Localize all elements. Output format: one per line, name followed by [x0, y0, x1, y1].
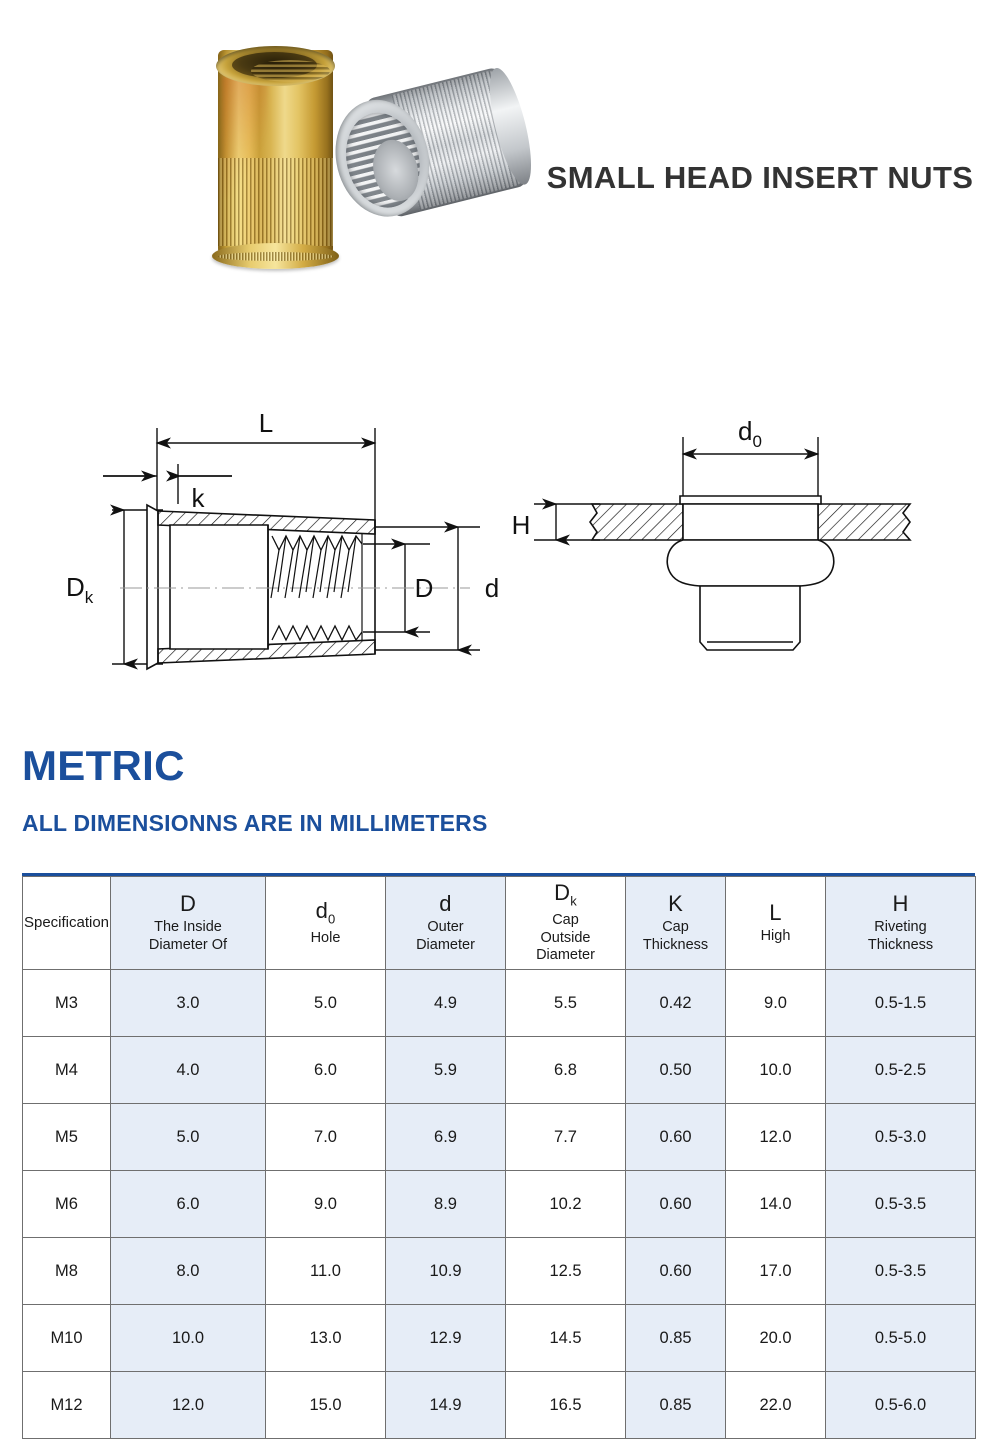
dimensions-table	[22, 876, 976, 1439]
cell-L: 14.0	[726, 1171, 826, 1238]
cell-L: 10.0	[726, 1037, 826, 1104]
col-header-inside-diameter	[111, 877, 266, 970]
rivet-nut-stainless-image	[323, 65, 532, 228]
silver-nut-through-hole	[367, 135, 425, 206]
cell-Dk: 12.5	[506, 1238, 626, 1305]
drawings-svg	[0, 392, 1000, 702]
cell-D: 12.0	[111, 1372, 266, 1439]
col-symbol-L: L	[769, 899, 782, 925]
technical-drawings	[0, 392, 1000, 702]
hero-section	[0, 0, 1000, 300]
cell-d: 6.9	[386, 1104, 506, 1171]
col-desc-D-line2: Diameter Of	[148, 936, 228, 953]
dim-label-D: D	[414, 573, 434, 603]
cell-L: 12.0	[726, 1104, 826, 1171]
cell-d0: 13.0	[266, 1305, 386, 1372]
col-desc-D-line1: The Inside	[154, 918, 222, 935]
cell-K: 0.60	[626, 1104, 726, 1171]
table-body	[23, 970, 976, 1439]
cell-D: 4.0	[111, 1037, 266, 1104]
cell-K: 0.85	[626, 1372, 726, 1439]
col-header-outer-diameter	[386, 877, 506, 970]
dim-label-Dk: $D_k$	[66, 572, 94, 607]
cell-d0: 6.0	[266, 1037, 386, 1104]
col-header-high	[726, 877, 826, 970]
cell-spec: M5	[23, 1104, 111, 1171]
col-header-specification	[23, 877, 111, 970]
cell-spec: M6	[23, 1171, 111, 1238]
col-desc-H-line1: Riveting	[874, 918, 927, 935]
cell-d0: 9.0	[266, 1171, 386, 1238]
gold-nut-bore	[232, 52, 317, 78]
col-desc-d-line2: Diameter	[416, 936, 475, 953]
dim-label-k: k	[191, 483, 205, 513]
dim-label-L: L	[258, 408, 274, 438]
cell-d: 4.9	[386, 970, 506, 1037]
cell-K: 0.85	[626, 1305, 726, 1372]
dim-label-H: H	[511, 510, 531, 540]
gold-nut-internal-thread	[251, 60, 330, 82]
col-header-hole	[266, 877, 386, 970]
col-desc-Dk-line3: Diameter	[536, 947, 595, 964]
col-symbol-d: d	[439, 890, 452, 916]
col-symbol-D: D	[179, 890, 197, 916]
cell-d0: 11.0	[266, 1238, 386, 1305]
cell-spec: M10	[23, 1305, 111, 1372]
table-header	[23, 877, 976, 970]
gold-nut-flange	[212, 243, 339, 269]
page-title: SMALL HEAD INSERT NUTS	[546, 160, 974, 195]
cell-d: 5.9	[386, 1037, 506, 1104]
cell-H: 0.5-3.5	[826, 1171, 976, 1238]
product-photo	[175, 22, 535, 287]
table-row	[23, 1238, 976, 1305]
rivet-nut-gold-image	[218, 50, 333, 262]
cell-d: 8.9	[386, 1171, 506, 1238]
cell-D: 8.0	[111, 1238, 266, 1305]
cell-L: 9.0	[726, 970, 826, 1037]
dim-label-d0: $d_0$	[738, 416, 762, 451]
cell-Dk: 16.5	[506, 1372, 626, 1439]
col-header-cap-thickness	[626, 877, 726, 970]
col-symbol-H: H	[892, 890, 909, 916]
cell-Dk: 6.8	[506, 1037, 626, 1104]
cell-Dk: 14.5	[506, 1305, 626, 1372]
table-row	[23, 1171, 976, 1238]
spec-table-container	[22, 873, 975, 1439]
table-row	[23, 970, 976, 1037]
col-header-specification-label: Specification	[23, 913, 110, 931]
table-row	[23, 1305, 976, 1372]
col-desc-L: High	[760, 927, 791, 944]
cell-H: 0.5-5.0	[826, 1305, 976, 1372]
col-desc-K-line2: Thickness	[642, 936, 709, 953]
cell-K: 0.42	[626, 970, 726, 1037]
cell-Dk: 5.5	[506, 970, 626, 1037]
col-desc-Dk-line1: Cap	[552, 911, 579, 928]
cell-d0: 7.0	[266, 1104, 386, 1171]
cell-d: 10.9	[386, 1238, 506, 1305]
cell-D: 5.0	[111, 1104, 266, 1171]
cell-K: 0.50	[626, 1037, 726, 1104]
cell-K: 0.60	[626, 1171, 726, 1238]
col-header-riveting-thickness	[826, 877, 976, 970]
cell-H: 0.5-6.0	[826, 1372, 976, 1439]
table-row	[23, 1372, 976, 1439]
table-row	[23, 1037, 976, 1104]
col-header-cap-outside-diameter	[506, 877, 626, 970]
cell-spec: M8	[23, 1238, 111, 1305]
cell-D: 10.0	[111, 1305, 266, 1372]
col-desc-d-line1: Outer	[427, 918, 464, 935]
cell-H: 0.5-1.5	[826, 970, 976, 1037]
cell-L: 17.0	[726, 1238, 826, 1305]
gold-nut-rim	[216, 46, 335, 86]
cell-H: 0.5-3.0	[826, 1104, 976, 1171]
table-row	[23, 1104, 976, 1171]
cell-d: 14.9	[386, 1372, 506, 1439]
col-desc-H-line2: Thickness	[867, 936, 934, 953]
units-note: ALL DIMENSIONNS ARE IN MILLIMETERS	[22, 810, 488, 836]
cell-spec: M3	[23, 970, 111, 1037]
cell-D: 3.0	[111, 970, 266, 1037]
silver-nut-internal-thread	[336, 105, 429, 216]
cell-spec: M4	[23, 1037, 111, 1104]
cell-D: 6.0	[111, 1171, 266, 1238]
cell-spec: M12	[23, 1372, 111, 1439]
cell-Dk: 7.7	[506, 1104, 626, 1171]
cell-H: 0.5-3.5	[826, 1238, 976, 1305]
col-symbol-Dk: $D_k$	[554, 880, 577, 909]
cell-L: 20.0	[726, 1305, 826, 1372]
col-desc-Dk-line2: Outside	[540, 929, 591, 946]
cell-L: 22.0	[726, 1372, 826, 1439]
table-header-row	[23, 877, 976, 970]
cell-Dk: 10.2	[506, 1171, 626, 1238]
dim-label-d: d	[484, 573, 500, 603]
cell-H: 0.5-2.5	[826, 1037, 976, 1104]
cell-K: 0.60	[626, 1238, 726, 1305]
metric-heading: METRIC	[22, 742, 185, 789]
col-desc-K-line1: Cap	[662, 918, 689, 935]
col-symbol-K: K	[668, 890, 683, 916]
col-symbol-d0: $d_0$	[315, 897, 336, 927]
cell-d0: 15.0	[266, 1372, 386, 1439]
col-desc-d0: Hole	[310, 929, 341, 946]
gold-nut-knurling	[218, 158, 333, 246]
cell-d0: 5.0	[266, 970, 386, 1037]
cell-d: 12.9	[386, 1305, 506, 1372]
